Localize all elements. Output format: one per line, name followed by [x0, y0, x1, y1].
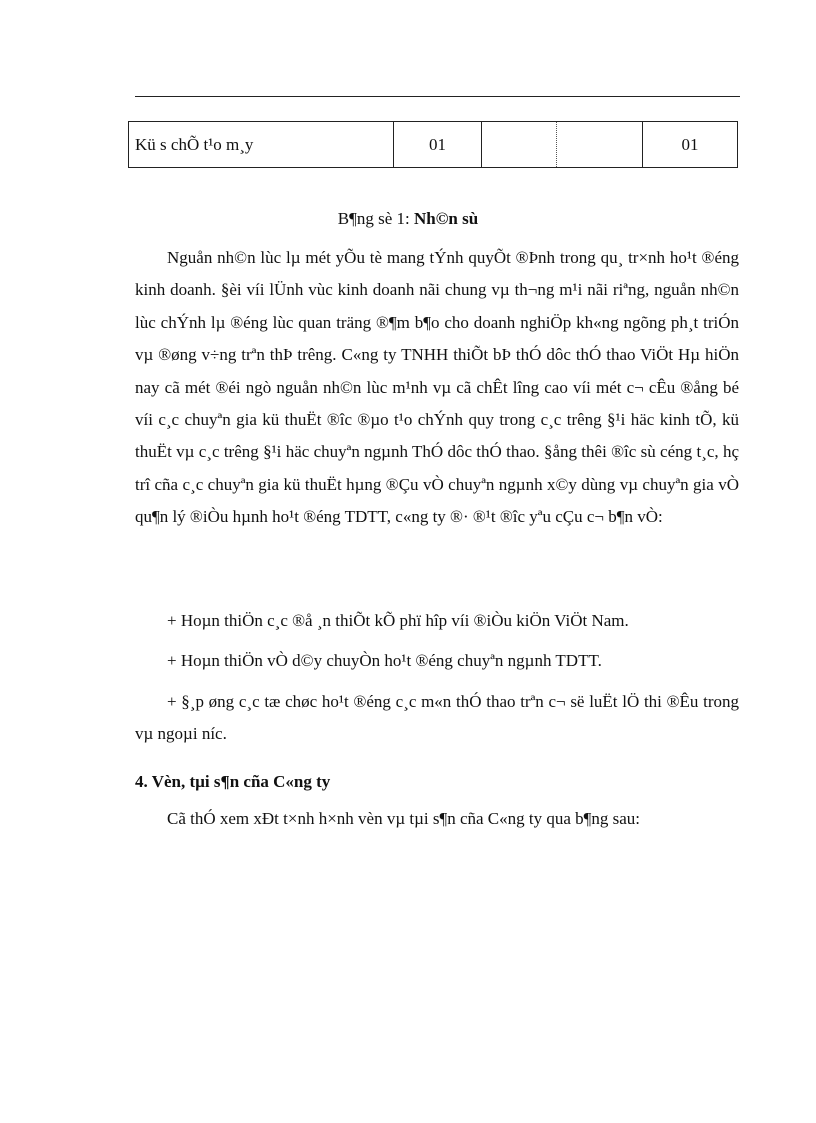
table-cell-empty: [557, 122, 643, 168]
body-paragraph: Nguån nh©n lùc lµ mét yÕu tè mang tÝnh quyÕt ®Þnh trong qu¸ tr×nh ho¹t ®éng kinh doanh. §èi víi lÜnh vùc kinh doanh nãi chung vµ th¬ng m¹i nãi riªng, nguån nh©n lùc chÝnh lµ ®éng lùc quan träng ®¶m b¶o cho doanh nghiÖp kh«ng ngõng ph¸t triÓn vµ ®øng v÷ng trªn thÞ trêng. C«ng ty TNHH thiÕt bÞ thÓ dôc thÓ thao ViÖt Hµ hiÖn nay cã mét ®éi ngò nguån nh©n lùc m¹nh vµ cã chÊt lîng cao víi mét c¬ cÊu ®ång bé víi c¸c chuyªn gia kü thuËt ®îc ®µo t¹o chÝnh quy trong c¸c trêng §¹i häc kinh tÕ, kü thuËt vµ c¸c trêng §¹i häc chuyªn ngµnh ThÓ dôc thÓ thao. §ång thêi ®îc sù céng t¸c, hç trî cña c¸c chuyªn gia kü thuËt hµng ®Çu vÒ chuyªn ngµnh x©y dùng vµ chuyªn gia vÒ qu¶n lý ®iÒu hµnh ho¹t ®éng TDTT, c«ng ty ®· ®¹t ®îc yªu cÇu c¬ b¶n vÒ:: [135, 248, 739, 527]
caption-title: Nh©n sù: [413, 209, 479, 228]
bullet-item: + Hoµn thiÖn vÒ d©y chuyÒn ho¹t ®éng chuyªn ngµnh TDTT.: [167, 651, 602, 670]
bullet-item: + Hoµn thiÖn c¸c ®å ¸n thiÕt kÕ phï hîp víi ®iÒu kiÖn ViÖt Nam.: [167, 611, 629, 630]
table-cell-empty: [482, 122, 557, 168]
table-row: [129, 122, 738, 168]
table-cell-total: 01: [643, 122, 738, 168]
bullet-item: + §¸p øng c¸c tæ chøc ho¹t ®éng c¸c m«n thÓ thao trªn c¬ së luËt lÖ thi ®Êu trong vµ ngoµi níc.: [135, 692, 739, 744]
header-rule: [135, 96, 740, 97]
table-caption: [0, 207, 816, 231]
staff-table-last-row: [128, 121, 738, 168]
table-cell-count: 01: [394, 122, 482, 168]
caption-prefix: B¶ng sè 1:: [337, 209, 414, 228]
table-cell-role: Kü s chÕ t¹o m¸y: [129, 122, 394, 168]
section-intro: Cã thÓ xem xÐt t×nh h×nh vèn vµ tµi s¶n cña C«ng ty qua b¶ng sau:: [167, 809, 640, 828]
section-heading: 4. Vèn, tµi s¶n cña C«ng ty: [135, 772, 331, 791]
